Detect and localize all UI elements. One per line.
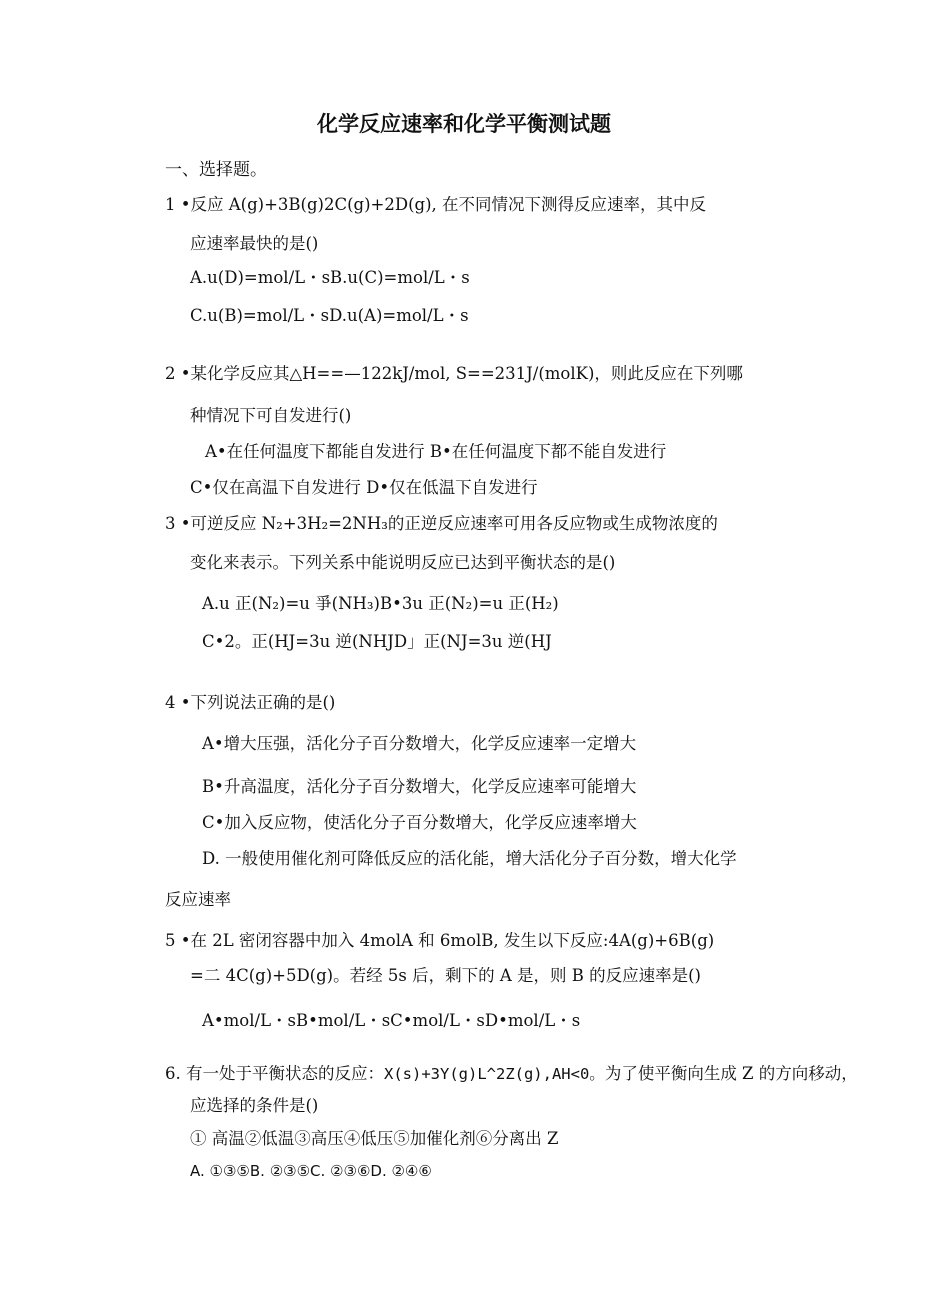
question-6-stem-text: 有一处于平衡状态的反应： bbox=[180, 1064, 384, 1083]
question-5-stem: 5 •在 2L 密闭容器中加入 4molA 和 6molB, 发生以下反应:4A(g)+6B(g) bbox=[165, 931, 715, 950]
question-6-stem-cont: 应选择的条件是() bbox=[190, 1096, 319, 1115]
question-3-stem: 3 •可逆反应 N₂+3H₂=2NH₃的正逆反应速率可用各反应物或生成物浓度的 bbox=[165, 514, 718, 533]
question-1-stem: 1 •反应 A(g)+3B(g)2C(g)+2D(g), 在不同情况下测得反应速率，其中反 bbox=[165, 195, 706, 214]
question-1-stem-cont: 应速率最快的是() bbox=[190, 234, 319, 253]
question-5-stem-cont: =二 4C(g)+5D(g)。若经 5s 后，剩下的 A 是，则 B 的反应速率是() bbox=[190, 966, 701, 985]
page-title: 化学反应速率和化学平衡测试题 bbox=[317, 112, 611, 136]
question-2-options-ab: A•在任何温度下都能自发进行 B•在任何温度下都不能自发进行 bbox=[205, 442, 667, 461]
question-4-option-d: D. 一般使用催化剂可降低反应的活化能，增大活化分子百分数，增大化学 bbox=[202, 849, 737, 868]
question-6-options: A. ①③⑤B. ②③⑤C. ②③⑥D. ②④⑥ bbox=[190, 1162, 432, 1180]
question-2-stem-cont: 种情况下可自发进行() bbox=[190, 406, 352, 425]
question-2-stem: 2 •某化学反应其△H==—122kJ/mol, S==231J/(molK)，则此反应在下列哪 bbox=[165, 364, 743, 383]
question-4-option-c: C•加入反应物，使活化分子百分数增大，化学反应速率增大 bbox=[202, 813, 637, 832]
question-6-stem-tail: 为了使平衡向生成 Z 的方向移动， bbox=[604, 1064, 858, 1083]
question-3-options-ab: A.u 正(N₂)=u 爭(NH₃)B•3u 正(N₂)=u 正(H₂) bbox=[202, 594, 559, 613]
question-1-options-ab: A.u(D)=mol/L・sB.u(C)=mol/L・s bbox=[190, 268, 470, 287]
section-heading: 一、选择题。 bbox=[165, 160, 267, 180]
question-2-options-cd: C•仅在高温下自发进行 D•仅在低温下自发进行 bbox=[190, 478, 538, 497]
question-6-number: 6. bbox=[165, 1064, 181, 1083]
question-6-equation: X(s)+3Y(g)L^2Z(g),AH<0。 bbox=[384, 1065, 605, 1083]
question-4-option-b: B•升高温度，活化分子百分数增大，化学反应速率可能增大 bbox=[202, 777, 637, 796]
question-5-options: A•mol/L・sB•mol/L・sC•mol/L・sD•mol/L・s bbox=[202, 1011, 581, 1030]
question-4-stem: 4 •下列说法正确的是() bbox=[165, 693, 336, 712]
question-3-stem-cont: 变化来表示。下列关系中能说明反应已达到平衡状态的是() bbox=[190, 553, 616, 572]
question-3-options-cd: C•2。正(HJ=3u 逆(NHJD」正(NJ=3u 逆(HJ bbox=[202, 632, 552, 651]
question-1-options-cd: C.u(B)=mol/L・sD.u(A)=mol/L・s bbox=[190, 306, 469, 325]
question-4-option-d-cont: 反应速率 bbox=[165, 890, 231, 909]
question-6-stem bbox=[165, 1064, 858, 1084]
question-6-conditions: ① 高温②低温③高压④低压⑤加催化剂⑥分离出 Z bbox=[190, 1129, 559, 1148]
question-4-option-a: A•增大压强，活化分子百分数增大，化学反应速率一定增大 bbox=[202, 734, 637, 753]
